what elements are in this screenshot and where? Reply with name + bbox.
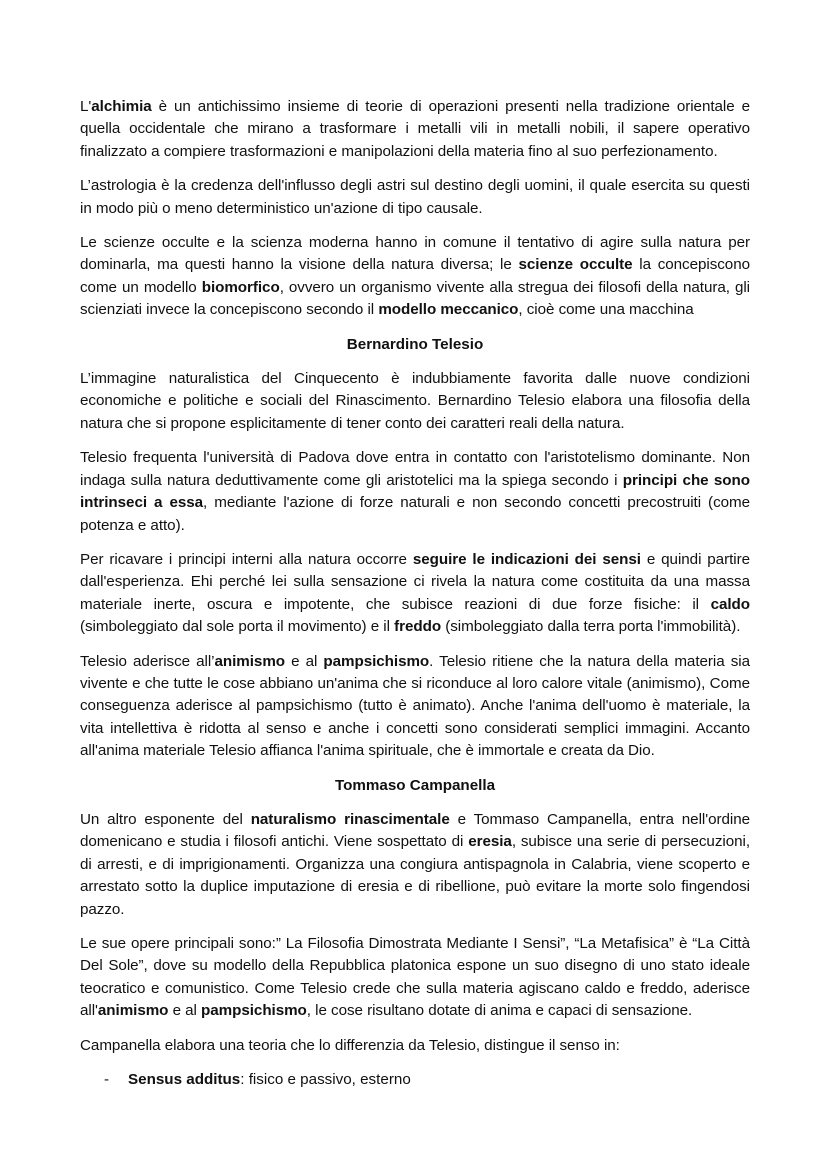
- paragraph-immagine-naturalistica: L’immagine naturalistica del Cinquecento è indubbiamente favorita dalle nuove condizioni economiche e politiche e sociali del Rinascimento. Bernardino Telesio elabora una filosofia della natura che si propone esplicitamente di tener conto dei caratteri reali della natura.: [80, 370, 750, 432]
- list-desc: : fisico e passivo, esterno: [240, 1071, 411, 1089]
- list-item: [80, 1069, 750, 1091]
- paragraph-teoria-senso: Campanella elabora una teoria che lo differenzia da Telesio, distingue il senso in:: [80, 1036, 620, 1054]
- heading-campanella: Tommaso Campanella: [334, 776, 496, 794]
- paragraph-telesio-padova: Telesio frequenta l'università di Padova dove entra in contatto con l'aristotelismo dominante. Non indaga sulla natura deduttivamente come gli aristotelici ma la spiega secondo i principi che sono intrinseci a essa, mediante l'azione di forze naturali e non secondo concetti precostruiti (come potenza e atto).: [80, 449, 751, 534]
- heading-telesio: Bernardino Telesio: [346, 335, 484, 353]
- paragraph-campanella-bio: Un altro esponente del naturalismo rinascimentale e Tommaso Campanella, entra nell'ordine domenicano e studia i filosofi antichi. Viene sospettato di eresia, subisce una serie di persecuzioni, di arresti, e di imprigionamenti. Organizza una congiura antispagnola in Calabria, viene scoperto e arrestato sotto la duplice imputazione di eresia e di ribellione, può evitare la morte solo fingendosi pazzo.: [80, 810, 750, 918]
- paragraph-scienze-occulte: Le scienze occulte e la scienza moderna hanno in comune il tentativo di agire sulla natura per dominarla, ma questi hanno la visione della natura diversa; le scienze occulte la concepiscono come un modello biomorfico, ovvero un organismo vivente alla stregua dei filosofi della natura, gli scienziati invece la concepiscono secondo il modello meccanico, cioè come una macchina: [80, 234, 750, 319]
- list-dash: -: [104, 1071, 110, 1089]
- senso-list: [80, 1069, 750, 1091]
- list-term: Sensus additus: [128, 1071, 241, 1089]
- paragraph-astrologia: L’astrologia è la credenza dell'influsso degli astri sul destino degli uomini, il quale esercita su questi in modo più o meno deterministico un'azione di tipo causale.: [80, 177, 750, 217]
- paragraph-animismo-telesio: Telesio aderisce all’animismo e al pampsichismo. Telesio ritiene che la natura della materia sia vivente e che tutte le cose abbiano un'anima che si riconduce al loro calore vitale (animismo), Come conseguenza aderisce al pampsichismo (tutto è animato). Anche l'anima dell'uomo è materiale, la vita intellettiva è ridotta al senso e anche i concetti sono considerati semplici immagini. Accanto all'anima materiale Telesio affianca l'anima spirituale, che è immortale e creata da Dio.: [80, 652, 750, 760]
- paragraph-principi-sensi: Per ricavare i principi interni alla natura occorre seguire le indicazioni dei sensi e quindi partire dall'esperienza. Ehi perché lei sulla sensazione ci rivela la natura come costituita da una massa materiale inerte, oscura e impotente, che subisce reazioni di due forze fisiche: il caldo (simboleggiato dal sole porta il movimento) e il freddo (simboleggiato dalla terra porta l'immobilità).: [80, 550, 750, 636]
- paragraph-alchimia: L'alchimia è un antichissimo insieme di teorie di operazioni presenti nella tradizione orientale e quella occidentale che mirano a trasformare i metalli vili in metalli nobili, il sapere operativo finalizzato a compiere trasformazioni e manipolazioni della materia fino al suo perfezionamento.: [80, 98, 750, 160]
- paragraph-opere: Le sue opere principali sono:” La Filosofia Dimostrata Mediante I Sensi”, “La Metafisica” è “La Città Del Sole”, dove su modello della Repubblica platonica espone un suo disegno di uno stato ideale teocratico e comunistico. Come Telesio crede che sulla materia agiscano caldo e freddo, aderisce all'animismo e al pampsichismo, le cose risultano dotate di anima e capaci di sensazione.: [80, 935, 750, 1020]
